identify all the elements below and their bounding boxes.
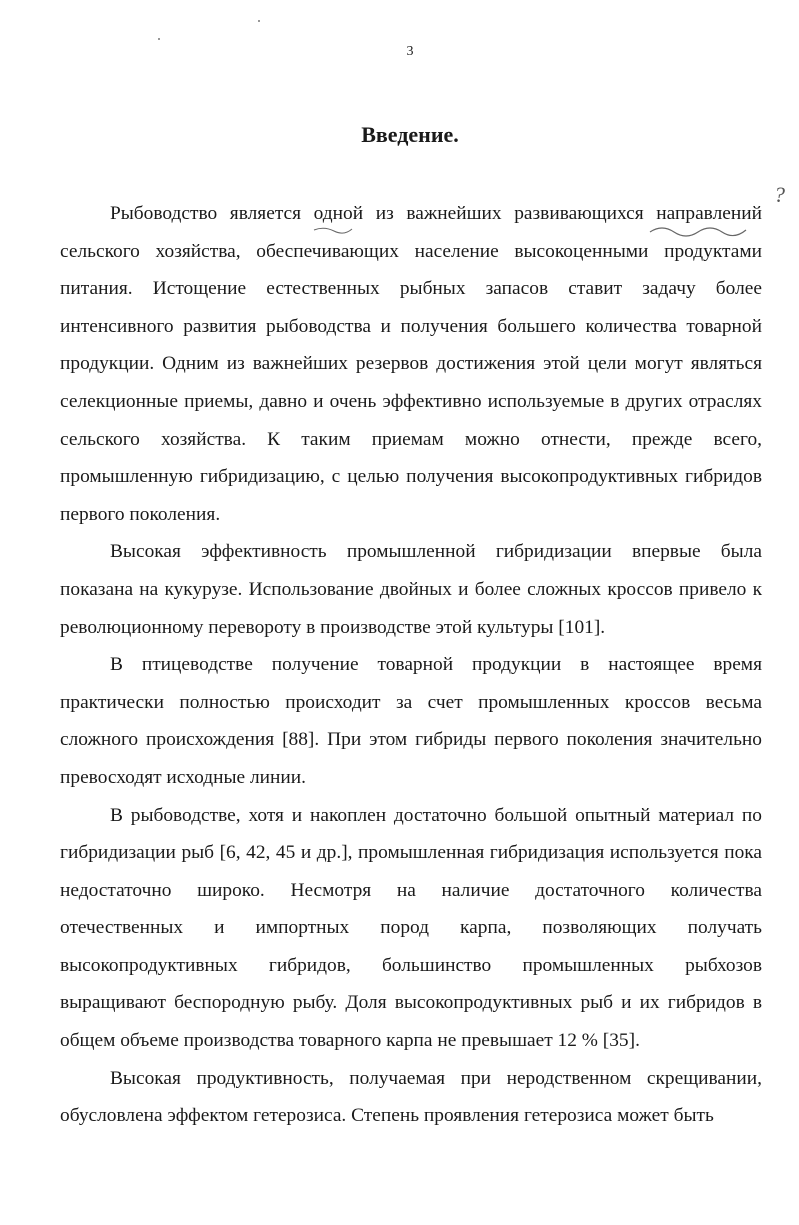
page-title: Введение. <box>361 122 459 147</box>
paragraph: Высокая продуктивность, получаемая при неродственном скрещивании, обусловлена эффектом гетерозиса. Степень проявления гетерозиса может быть <box>60 1067 762 1127</box>
paragraph: Высокая эффективность промышленной гибридизации впервые была показана на кукурузе. Использование двойных и более сложных кроссов привело к революционному перевороту в производстве этой культуры [101]. <box>60 541 762 638</box>
page-number: 3 <box>406 44 414 59</box>
scan-speck <box>158 38 160 40</box>
scan-speck <box>258 20 260 22</box>
paragraph: Рыбоводство является одной из важнейших развивающихся направлений сельского хозяйства, обеспечивающих население высокоценными продуктами питания. Истощение естественных рыбных запасов ставит задачу более интенсивного развития рыбоводства и получения большего количества товарной продукции. Одним из важнейших резервов достижения этой цели могут являться селекционные приемы, давно и очень эффективно используемые в других отраслях сельского хозяйства. К таким приемам можно отнести, прежде всего, промышленную гибридизацию, с целью получения высокопродуктивных гибридов первого поколения. <box>60 203 762 525</box>
body-text <box>60 195 762 1135</box>
paragraph: В птицеводстве получение товарной продукции в настоящее время практически полностью происходит за счет промышленных кроссов весьма сложного происхождения [88]. При этом гибриды первого поколения значительно превосходят исходные линии. <box>60 654 762 788</box>
paragraph: В рыбоводстве, хотя и накоплен достаточно большой опытный материал по гибридизации рыб [6, 42, 45 и др.], промышленная гибридизация используется пока недостаточно широко. Несмотря на наличие достаточного количества отечественных и импортных пород карпа, позволяющих получать высокопродуктивных гибридов, большинство промышленных рыбхозов выращивают беспородную рыбу. Доля высокопродуктивных рыб и их гибридов в общем объеме производства товарного карпа не превышает 12 % [35]. <box>60 804 762 1052</box>
margin-question-mark: ? <box>774 182 785 207</box>
